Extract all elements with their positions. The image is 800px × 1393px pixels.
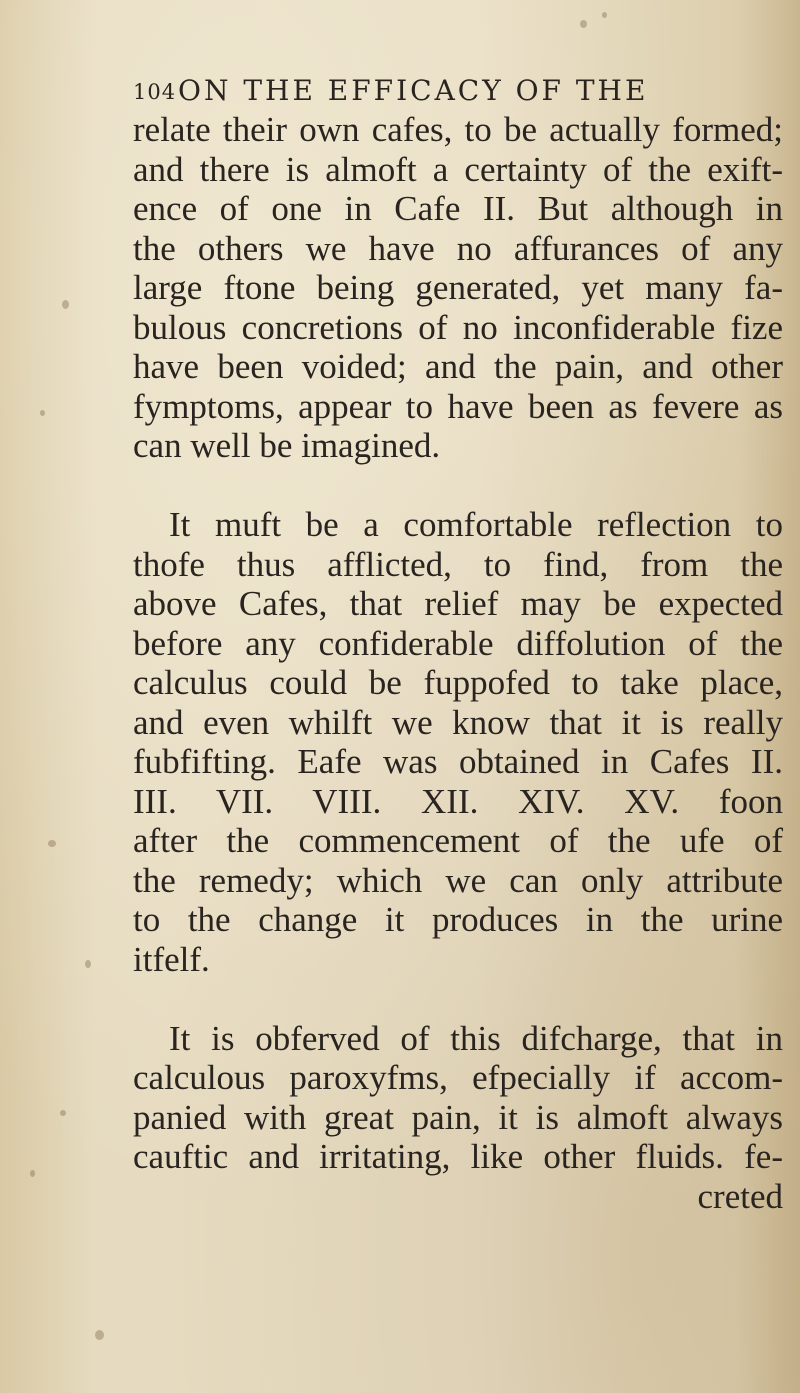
foxing-spot [580,20,587,28]
text-line: ence of one in Cafe II. But although in [133,189,783,228]
running-head [133,68,733,108]
text-line: to the change it produces in the urine [133,900,783,939]
text-line: panied with great pain, it is almoft always [133,1097,783,1137]
foxing-spot [85,960,91,968]
text-line: the others we have no affurances of any [133,228,783,268]
text-line: III. VII. VIII. XII. XIV. XV. foon [133,781,783,821]
text-line: before any confiderable diffolution of the [133,623,783,663]
foxing-spot [60,1110,66,1116]
text-line: large ftone being generated, yet many fa- [133,268,783,307]
paragraph-gap [133,979,783,1019]
text-line: after the commencement of the ufe of [133,821,783,860]
foxing-spot [48,840,56,847]
text-line: can well be imagined. [133,426,441,465]
text-line: the remedy; which we can only attribute [133,860,783,900]
text-line: calculous paroxyfms, efpecially if accom- [133,1058,783,1097]
text-line: calculus could be fuppofed to take place, [133,663,783,702]
page-number: 104 [133,80,177,104]
body-text [133,110,783,1216]
text-line: thofe thus afflicted, to find, from the [133,544,783,584]
text-line: It muft be a comfortable reflection to [169,505,783,544]
text-line: It is obferved of this difcharge, that in [169,1018,783,1058]
text-line: have been voided; and the pain, and other [133,347,783,386]
text-line: above Cafes, that relief may be expected [133,584,783,623]
text-line: bulous concretions of no inconfiderable fize [133,307,783,347]
foxing-spot [40,410,45,416]
foxing-spot [602,12,607,18]
text-line: and there is almoft a certainty of the exift- [133,149,783,189]
text-line: cauftic and irritating, like other fluids. fe- [133,1137,783,1176]
foxing-spot [62,300,69,309]
text-line: itfelf. [133,939,210,979]
text-line: and even whilft we know that it is really [133,702,783,742]
text-line: fubfifting. Eafe was obtained in Cafes II. [133,742,783,781]
catchword: creted [697,1176,783,1216]
foxing-spot [95,1330,104,1340]
paragraph-gap [133,466,783,506]
foxing-spot [30,1170,35,1177]
text-line: relate their own cafes, to be actually formed; [133,110,783,149]
text-line: fymptoms, appear to have been as fevere as [133,386,783,426]
running-title: ON THE EFFICACY OF THE [178,74,649,107]
